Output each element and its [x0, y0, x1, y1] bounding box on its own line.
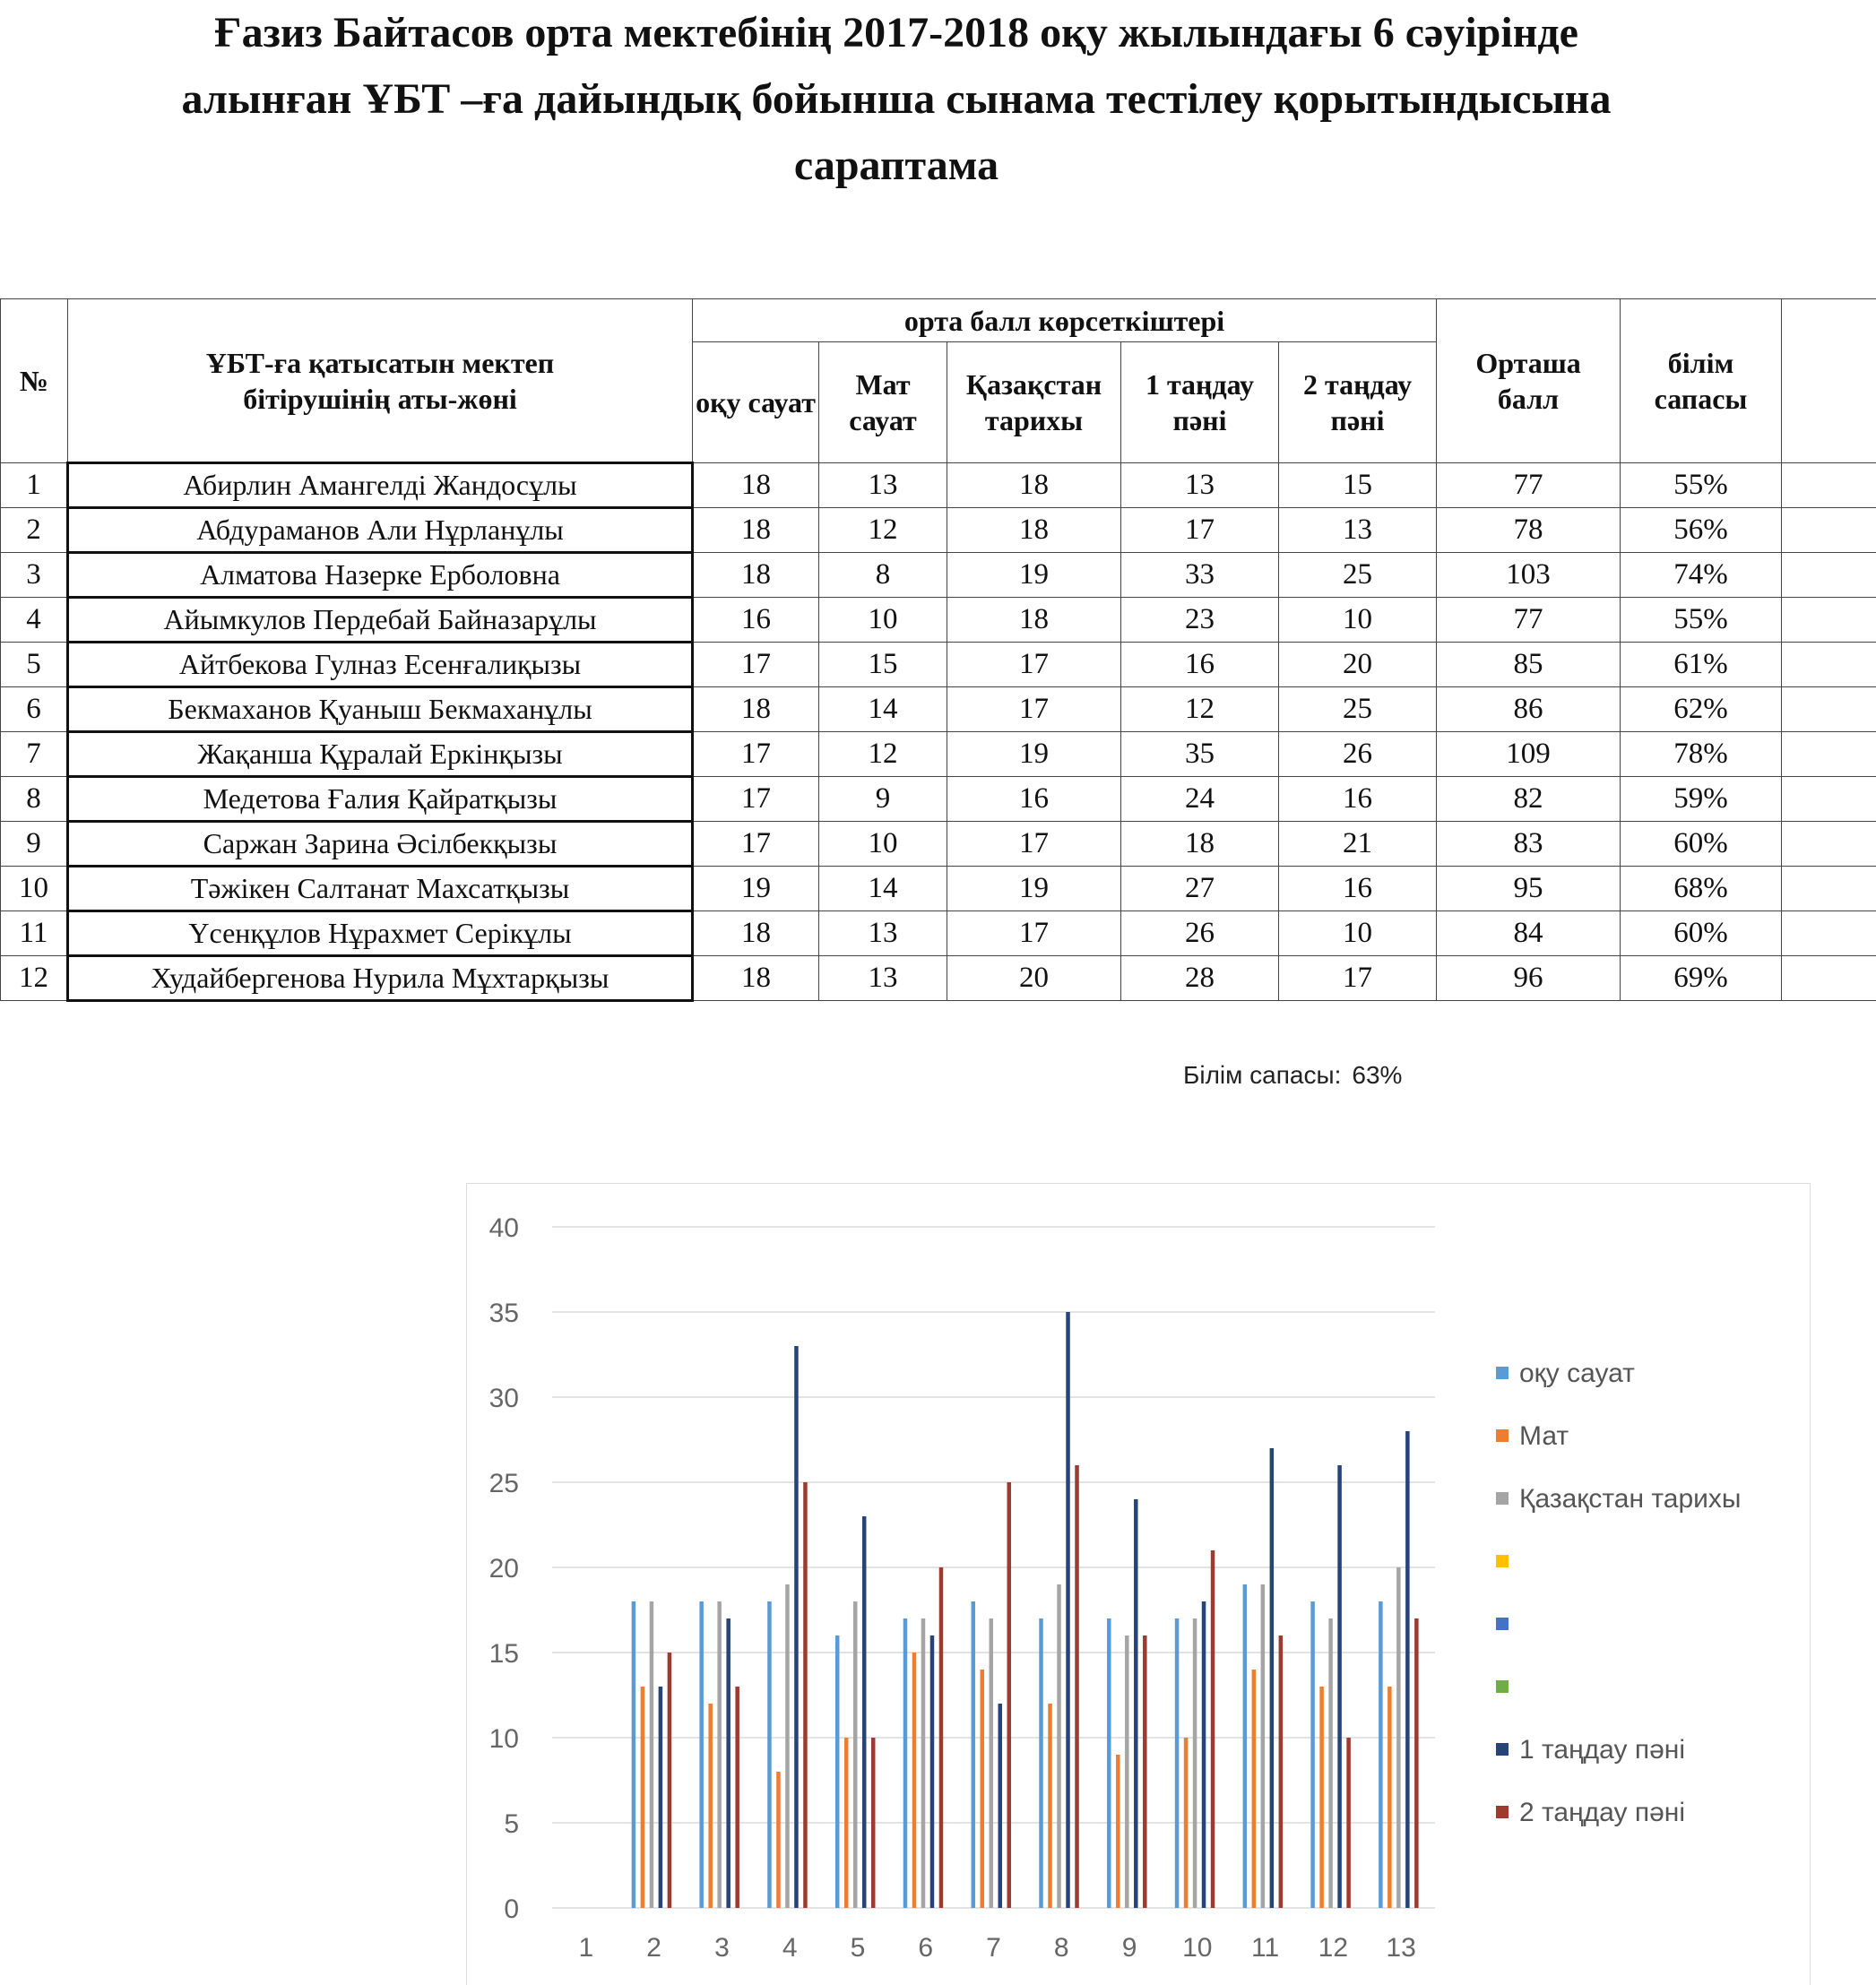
- cell-elective-2: 17: [1279, 956, 1437, 1001]
- cell-student-name: Бекмаханов Қуаныш Бекмаханұлы: [68, 687, 693, 732]
- cell-student-name: Худайбергенова Нурила Мұхтарқызы: [68, 956, 693, 1001]
- table-row: [1, 911, 1876, 956]
- cell-math-literacy: 14: [819, 867, 947, 911]
- cell-elective-1: 13: [1121, 463, 1279, 508]
- cell-reading-literacy: 17: [693, 822, 819, 867]
- cell-math-literacy: 12: [819, 732, 947, 777]
- bar: [1379, 1601, 1383, 1908]
- header-elective-1: 1 таңдау пәні: [1121, 342, 1279, 463]
- cell-empty: [1782, 732, 1876, 777]
- x-tick-label: 6: [918, 1933, 933, 1963]
- cell-number: 5: [1, 643, 68, 687]
- bar: [1193, 1618, 1197, 1908]
- cell-average-score: 77: [1437, 463, 1621, 508]
- cell-knowledge-quality: 69%: [1621, 956, 1782, 1001]
- cell-reading-literacy: 19: [693, 867, 819, 911]
- cell-number: 10: [1, 867, 68, 911]
- cell-math-literacy: 13: [819, 463, 947, 508]
- x-tick-label: 8: [1054, 1933, 1069, 1963]
- cell-number: 1: [1, 463, 68, 508]
- y-tick-label: 30: [489, 1384, 519, 1413]
- bar: [1134, 1499, 1138, 1908]
- legend-label: Мат: [1519, 1421, 1569, 1451]
- legend-swatch: [1496, 1743, 1509, 1756]
- y-tick-label: 10: [489, 1724, 519, 1754]
- bar: [1346, 1738, 1351, 1908]
- table-row: [1, 598, 1876, 643]
- header-math-literacy: Мат сауат: [819, 342, 947, 463]
- cell-kazakhstan-history: 17: [947, 822, 1121, 867]
- cell-empty: [1782, 956, 1876, 1001]
- cell-student-name: Үсенқұлов Нұрахмет Серікұлы: [68, 911, 693, 956]
- legend-swatch: [1496, 1429, 1509, 1442]
- cell-kazakhstan-history: 19: [947, 867, 1121, 911]
- legend-swatch: [1496, 1367, 1509, 1379]
- x-tick-label: 13: [1386, 1933, 1415, 1963]
- cell-reading-literacy: 18: [693, 911, 819, 956]
- cell-knowledge-quality: 60%: [1621, 911, 1782, 956]
- bar: [668, 1653, 672, 1908]
- bar: [717, 1601, 722, 1908]
- cell-knowledge-quality: 62%: [1621, 687, 1782, 732]
- bar: [1039, 1618, 1043, 1908]
- cell-empty: [1782, 598, 1876, 643]
- cell-empty: [1782, 911, 1876, 956]
- cell-empty: [1782, 777, 1876, 822]
- cell-knowledge-quality: 59%: [1621, 777, 1782, 822]
- cell-empty: [1782, 508, 1876, 553]
- cell-kazakhstan-history: 17: [947, 911, 1121, 956]
- cell-elective-2: 13: [1279, 508, 1437, 553]
- cell-elective-2: 20: [1279, 643, 1437, 687]
- cell-student-name: Абирлин Амангелді Жандосұлы: [68, 463, 693, 508]
- bar: [1211, 1550, 1215, 1908]
- knowledge-quality-summary: [1183, 1061, 1402, 1090]
- header-knowledge-quality: білім сапасы: [1621, 299, 1782, 463]
- cell-number: 7: [1, 732, 68, 777]
- cell-kazakhstan-history: 19: [947, 732, 1121, 777]
- bar: [871, 1738, 876, 1908]
- cell-elective-1: 18: [1121, 822, 1279, 867]
- table-row: [1, 463, 1876, 508]
- title-line-3: сараптама: [0, 133, 1793, 199]
- bar: [803, 1482, 808, 1908]
- cell-average-score: 109: [1437, 732, 1621, 777]
- cell-number: 2: [1, 508, 68, 553]
- cell-average-score: 96: [1437, 956, 1621, 1001]
- bar-chart: [467, 1184, 1810, 1985]
- bar: [1107, 1618, 1111, 1908]
- bar: [835, 1635, 840, 1908]
- cell-average-score: 82: [1437, 777, 1621, 822]
- bar: [990, 1618, 994, 1908]
- bar: [735, 1687, 739, 1908]
- bar: [1057, 1584, 1061, 1908]
- results-table: [0, 298, 1876, 1002]
- cell-reading-literacy: 18: [693, 508, 819, 553]
- header-elective-2: 2 таңдау пәні: [1279, 342, 1437, 463]
- bar: [708, 1704, 713, 1908]
- x-tick-label: 3: [714, 1933, 730, 1963]
- table-row: [1, 867, 1876, 911]
- cell-elective-2: 10: [1279, 911, 1437, 956]
- cell-elective-1: 24: [1121, 777, 1279, 822]
- cell-math-literacy: 8: [819, 553, 947, 598]
- bar: [1048, 1704, 1052, 1908]
- cell-reading-literacy: 18: [693, 553, 819, 598]
- header-average-scores-group: орта балл көрсеткіштері: [693, 299, 1437, 342]
- header-average-score: Орташа балл: [1437, 299, 1621, 463]
- cell-math-literacy: 15: [819, 643, 947, 687]
- x-tick-label: 12: [1318, 1933, 1348, 1963]
- cell-elective-2: 25: [1279, 687, 1437, 732]
- bar: [1184, 1738, 1189, 1908]
- legend-swatch: [1496, 1618, 1509, 1630]
- cell-student-name: Саржан Зарина Әсілбекқызы: [68, 822, 693, 867]
- cell-average-score: 85: [1437, 643, 1621, 687]
- cell-number: 8: [1, 777, 68, 822]
- table-row: [1, 822, 1876, 867]
- cell-math-literacy: 13: [819, 956, 947, 1001]
- bar: [1328, 1618, 1333, 1908]
- y-tick-label: 5: [504, 1809, 519, 1839]
- bar: [1252, 1670, 1257, 1908]
- bar: [1243, 1584, 1248, 1908]
- bar: [844, 1738, 849, 1908]
- cell-knowledge-quality: 61%: [1621, 643, 1782, 687]
- cell-knowledge-quality: 68%: [1621, 867, 1782, 911]
- cell-average-score: 77: [1437, 598, 1621, 643]
- cell-average-score: 78: [1437, 508, 1621, 553]
- x-tick-label: 1: [579, 1933, 594, 1963]
- bar: [776, 1772, 781, 1908]
- cell-elective-2: 15: [1279, 463, 1437, 508]
- bar: [659, 1687, 663, 1908]
- cell-student-name: Тәжікен Салтанат Махсатқызы: [68, 867, 693, 911]
- bar: [1007, 1482, 1012, 1908]
- legend-label: оқу сауат: [1519, 1359, 1635, 1388]
- cell-kazakhstan-history: 18: [947, 463, 1121, 508]
- cell-elective-1: 12: [1121, 687, 1279, 732]
- cell-number: 11: [1, 911, 68, 956]
- table-row: [1, 732, 1876, 777]
- legend-label: 1 таңдау пәні: [1519, 1735, 1685, 1765]
- table-row: [1, 553, 1876, 598]
- cell-knowledge-quality: 55%: [1621, 463, 1782, 508]
- bar: [1075, 1465, 1079, 1908]
- cell-knowledge-quality: 74%: [1621, 553, 1782, 598]
- bar: [903, 1618, 908, 1908]
- table-row: [1, 777, 1876, 822]
- bar: [1202, 1601, 1206, 1908]
- legend-swatch: [1496, 1492, 1509, 1505]
- bar: [912, 1653, 917, 1908]
- cell-elective-1: 26: [1121, 911, 1279, 956]
- legend-swatch: [1496, 1806, 1509, 1818]
- cell-kazakhstan-history: 20: [947, 956, 1121, 1001]
- cell-math-literacy: 14: [819, 687, 947, 732]
- cell-average-score: 83: [1437, 822, 1621, 867]
- legend-swatch: [1496, 1680, 1509, 1693]
- y-tick-label: 40: [489, 1213, 519, 1243]
- x-tick-label: 7: [986, 1933, 1001, 1963]
- cell-math-literacy: 10: [819, 598, 947, 643]
- document-title: [0, 0, 1793, 199]
- cell-elective-2: 26: [1279, 732, 1437, 777]
- cell-empty: [1782, 463, 1876, 508]
- bar: [1261, 1584, 1266, 1908]
- bar: [794, 1346, 799, 1908]
- bar: [853, 1601, 858, 1908]
- cell-math-literacy: 12: [819, 508, 947, 553]
- header-kazakhstan-history: Қазақстан тарихы: [947, 342, 1121, 463]
- cell-reading-literacy: 17: [693, 732, 819, 777]
- cell-kazakhstan-history: 17: [947, 643, 1121, 687]
- cell-student-name: Алматова Назерке Ерболовна: [68, 553, 693, 598]
- cell-empty: [1782, 643, 1876, 687]
- cell-kazakhstan-history: 19: [947, 553, 1121, 598]
- cell-kazakhstan-history: 17: [947, 687, 1121, 732]
- cell-empty: [1782, 553, 1876, 598]
- bar: [641, 1687, 645, 1908]
- bar: [1270, 1448, 1275, 1908]
- bar: [699, 1601, 704, 1908]
- cell-average-score: 95: [1437, 867, 1621, 911]
- cell-student-name: Жақанша Құралай Еркінқызы: [68, 732, 693, 777]
- legend-swatch: [1496, 1555, 1509, 1567]
- header-number: №: [1, 299, 68, 463]
- x-tick-label: 4: [782, 1933, 798, 1963]
- bar: [1388, 1687, 1392, 1908]
- cell-kazakhstan-history: 18: [947, 598, 1121, 643]
- bar: [1337, 1465, 1342, 1908]
- bar: [1414, 1618, 1419, 1908]
- cell-empty: [1782, 867, 1876, 911]
- cell-elective-1: 23: [1121, 598, 1279, 643]
- bar: [1319, 1687, 1324, 1908]
- cell-elective-1: 16: [1121, 643, 1279, 687]
- cell-student-name: Айтбекова Гулназ Есенғалиқызы: [68, 643, 693, 687]
- header-reading-literacy: оқу сауат: [693, 342, 819, 463]
- cell-student-name: Айымкулов Пердебай Байназарұлы: [68, 598, 693, 643]
- cell-number: 9: [1, 822, 68, 867]
- cell-reading-literacy: 17: [693, 643, 819, 687]
- cell-number: 4: [1, 598, 68, 643]
- cell-empty: [1782, 687, 1876, 732]
- summary-value: 63%: [1352, 1061, 1402, 1089]
- bar: [1125, 1635, 1129, 1908]
- bar: [862, 1516, 867, 1908]
- cell-knowledge-quality: 78%: [1621, 732, 1782, 777]
- cell-reading-literacy: 16: [693, 598, 819, 643]
- bar: [632, 1601, 636, 1908]
- cell-number: 12: [1, 956, 68, 1001]
- bar: [1116, 1755, 1120, 1908]
- bar: [1143, 1635, 1147, 1908]
- cell-knowledge-quality: 55%: [1621, 598, 1782, 643]
- cell-elective-2: 16: [1279, 867, 1437, 911]
- cell-math-literacy: 10: [819, 822, 947, 867]
- cell-reading-literacy: 18: [693, 956, 819, 1001]
- legend-label: 2 таңдау пәні: [1519, 1798, 1685, 1827]
- table-row: [1, 687, 1876, 732]
- cell-knowledge-quality: 60%: [1621, 822, 1782, 867]
- bar: [785, 1584, 790, 1908]
- cell-number: 6: [1, 687, 68, 732]
- x-tick-label: 10: [1182, 1933, 1212, 1963]
- cell-empty: [1782, 822, 1876, 867]
- bar: [921, 1618, 926, 1908]
- bar: [930, 1635, 935, 1908]
- bar: [981, 1670, 985, 1908]
- cell-math-literacy: 9: [819, 777, 947, 822]
- cell-elective-2: 25: [1279, 553, 1437, 598]
- title-line-1: Ғазиз Байтасов орта мектебінің 2017-2018 оқу жылындағы 6 сәуірінде: [0, 0, 1793, 66]
- x-tick-label: 2: [646, 1933, 661, 1963]
- table-row: [1, 956, 1876, 1001]
- x-tick-label: 9: [1122, 1933, 1137, 1963]
- bar: [939, 1567, 944, 1908]
- cell-reading-literacy: 18: [693, 463, 819, 508]
- bar: [1279, 1635, 1284, 1908]
- cell-elective-2: 16: [1279, 777, 1437, 822]
- chart-frame: [466, 1183, 1811, 1985]
- bar: [1405, 1431, 1410, 1908]
- cell-knowledge-quality: 56%: [1621, 508, 1782, 553]
- cell-reading-literacy: 18: [693, 687, 819, 732]
- bar: [1310, 1601, 1315, 1908]
- cell-elective-2: 21: [1279, 822, 1437, 867]
- cell-kazakhstan-history: 18: [947, 508, 1121, 553]
- bar: [1175, 1618, 1180, 1908]
- legend-label: Қазақстан тарихы: [1519, 1484, 1741, 1514]
- cell-student-name: Абдураманов Али Нұрланұлы: [68, 508, 693, 553]
- cell-elective-1: 33: [1121, 553, 1279, 598]
- y-tick-label: 20: [489, 1554, 519, 1584]
- bar: [767, 1601, 772, 1908]
- bar: [1396, 1567, 1401, 1908]
- cell-average-score: 103: [1437, 553, 1621, 598]
- y-tick-label: 25: [489, 1469, 519, 1498]
- cell-elective-1: 17: [1121, 508, 1279, 553]
- cell-math-literacy: 13: [819, 911, 947, 956]
- bar: [999, 1704, 1003, 1908]
- cell-student-name: Медетова Ғалия Қайратқызы: [68, 777, 693, 822]
- y-tick-label: 15: [489, 1639, 519, 1669]
- bar: [972, 1601, 976, 1908]
- title-line-2: алынған ҰБТ –ға дайындық бойынша сынама тестілеу қорытындысына: [0, 66, 1793, 133]
- y-tick-label: 0: [504, 1894, 519, 1924]
- table-row: [1, 643, 1876, 687]
- y-tick-label: 35: [489, 1299, 519, 1328]
- table-row: [1, 508, 1876, 553]
- x-tick-label: 11: [1251, 1933, 1279, 1963]
- x-tick-label: 5: [851, 1933, 866, 1963]
- bar: [1066, 1312, 1070, 1908]
- cell-number: 3: [1, 553, 68, 598]
- cell-elective-1: 35: [1121, 732, 1279, 777]
- cell-elective-1: 28: [1121, 956, 1279, 1001]
- cell-kazakhstan-history: 16: [947, 777, 1121, 822]
- bar: [726, 1618, 731, 1908]
- cell-elective-1: 27: [1121, 867, 1279, 911]
- cell-average-score: 84: [1437, 911, 1621, 956]
- bar: [650, 1601, 654, 1908]
- cell-elective-2: 10: [1279, 598, 1437, 643]
- header-empty: [1782, 299, 1876, 463]
- cell-reading-literacy: 17: [693, 777, 819, 822]
- summary-label: Білім сапасы:: [1183, 1061, 1341, 1089]
- header-student-name: ҰБТ-ға қатысатын мектеп бітірушінің аты-жөні: [68, 299, 693, 463]
- cell-average-score: 86: [1437, 687, 1621, 732]
